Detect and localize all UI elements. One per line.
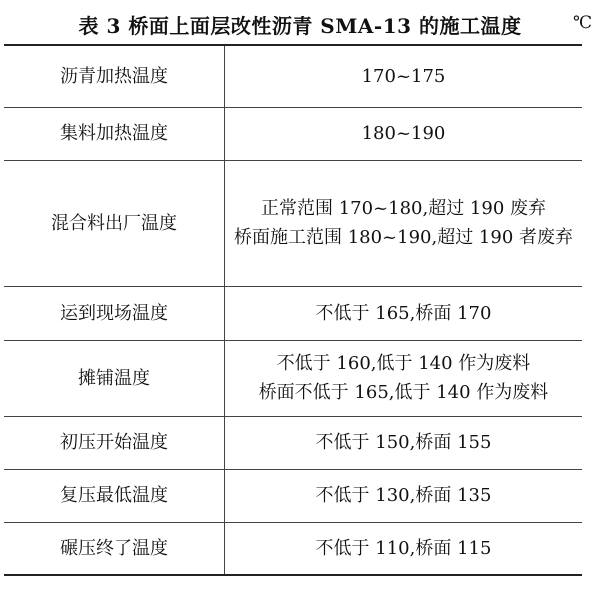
row-item-cell: 混合料出厂温度 bbox=[4, 160, 225, 286]
table-row bbox=[4, 416, 582, 469]
row-item-cell: 碾压终了温度 bbox=[4, 522, 225, 575]
table-row bbox=[4, 469, 582, 522]
value-line: 不低于 110,桥面 115 bbox=[315, 537, 492, 559]
row-value-cell bbox=[225, 340, 583, 416]
table-row bbox=[4, 107, 582, 160]
row-value-cell bbox=[225, 45, 583, 107]
table-row bbox=[4, 45, 582, 107]
row-item-cell: 复压最低温度 bbox=[4, 469, 225, 522]
table-title: 表 3 桥面上面层改性沥青 SMA-13 的施工温度 bbox=[78, 14, 522, 38]
table-row bbox=[4, 160, 582, 286]
value-line: 桥面施工范围 180~190,超过 190 者废弃 bbox=[233, 227, 574, 248]
row-value-cell bbox=[225, 522, 583, 575]
value-line: 桥面不低于 165,低于 140 作为废料 bbox=[258, 382, 549, 403]
table-body bbox=[4, 45, 582, 575]
row-value-cell bbox=[225, 469, 583, 522]
value-line: 170~175 bbox=[361, 65, 446, 87]
unit-label: ℃ bbox=[572, 13, 592, 33]
value-line: 不低于 150,桥面 155 bbox=[315, 432, 492, 453]
construction-temperature-table bbox=[4, 44, 582, 576]
table-row bbox=[4, 522, 582, 575]
row-item-cell: 摊铺温度 bbox=[4, 340, 225, 416]
value-line: 180~190 bbox=[361, 123, 446, 144]
table-row bbox=[4, 286, 582, 340]
value-line: 不低于 130,桥面 135 bbox=[315, 485, 492, 506]
value-line: 不低于 165,桥面 170 bbox=[315, 302, 492, 324]
row-item-cell: 运到现场温度 bbox=[4, 286, 225, 340]
table-row bbox=[4, 340, 582, 416]
row-value-cell bbox=[225, 286, 583, 340]
row-value-cell bbox=[225, 107, 583, 160]
row-item-cell: 初压开始温度 bbox=[4, 416, 225, 469]
row-value-cell bbox=[225, 416, 583, 469]
value-line: 不低于 160,低于 140 作为废料 bbox=[276, 353, 531, 374]
row-item-cell: 集料加热温度 bbox=[4, 107, 225, 160]
row-value-cell bbox=[225, 160, 583, 286]
value-line: 正常范围 170~180,超过 190 废弃 bbox=[260, 198, 547, 219]
table-caption bbox=[0, 0, 600, 44]
row-item-cell: 沥青加热温度 bbox=[4, 45, 225, 107]
